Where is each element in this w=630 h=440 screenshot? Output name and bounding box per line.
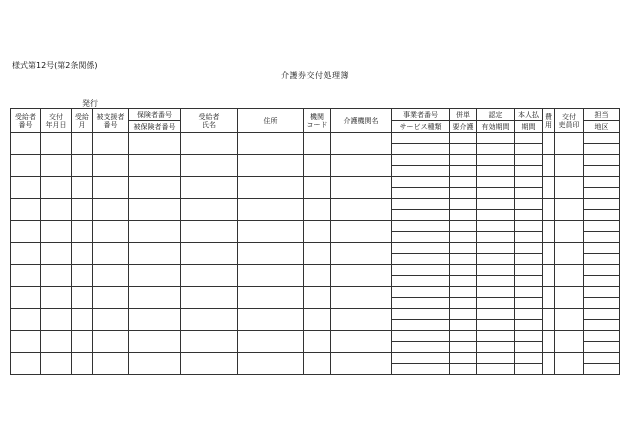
- ledger-subcell: [392, 133, 450, 144]
- ledger-cell: [129, 331, 181, 353]
- ledger-subcell: [392, 309, 450, 320]
- ledger-subcell: [477, 166, 515, 177]
- ledger-subcell: [450, 276, 477, 287]
- ledger-cell: [129, 155, 181, 177]
- ledger-subcell: [477, 144, 515, 155]
- ledger-cell: [331, 133, 392, 155]
- ledger-subcell: [477, 221, 515, 232]
- ledger-cell: [11, 309, 41, 331]
- ledger-cell: [129, 133, 181, 155]
- header-period: 期間: [515, 121, 543, 133]
- header-issue-seal: [555, 109, 584, 133]
- ledger-cell: [304, 155, 331, 177]
- ledger-cell: [555, 133, 584, 155]
- ledger-cell: [93, 133, 129, 155]
- ledger-cell: [304, 177, 331, 199]
- ledger-cell: [238, 287, 304, 309]
- ledger-subcell: [450, 254, 477, 265]
- header-service-type: サービス種類: [392, 121, 450, 133]
- ledger-subcell: [477, 199, 515, 210]
- ledger-cell: [181, 133, 238, 155]
- ledger-cell: [304, 133, 331, 155]
- ledger-cell: [331, 199, 392, 221]
- ledger-subcell: [450, 320, 477, 331]
- ledger-subcell: [584, 210, 620, 221]
- ledger-cell: [304, 221, 331, 243]
- ledger-subcell: [515, 133, 543, 144]
- ledger-subcell: [584, 177, 620, 188]
- ledger-subcell: [477, 353, 515, 364]
- ledger-subcell: [450, 331, 477, 342]
- ledger-cell: [41, 243, 72, 265]
- ledger-subcell: [584, 243, 620, 254]
- header-issue-seal-line2: 吏員印: [558, 120, 580, 129]
- ledger-subcell: [584, 144, 620, 155]
- ledger-subcell: [477, 342, 515, 353]
- ledger-cell: [11, 353, 41, 375]
- ledger-cell: [238, 221, 304, 243]
- ledger-cell: [238, 331, 304, 353]
- ledger-subcell: [450, 221, 477, 232]
- header-validity: 有効期間: [477, 121, 515, 133]
- ledger-cell: [555, 265, 584, 287]
- ledger-cell: [41, 331, 72, 353]
- ledger-cell: [93, 199, 129, 221]
- header-issue-date-line1: 交付: [49, 112, 63, 121]
- ledger-subcell: [584, 331, 620, 342]
- ledger-cell: [41, 287, 72, 309]
- ledger-subcell: [450, 287, 477, 298]
- header-self-pay: 本人払: [515, 109, 543, 121]
- header-care-level: 要介護: [450, 121, 477, 133]
- ledger-subcell: [392, 331, 450, 342]
- ledger-subcell: [515, 177, 543, 188]
- ledger-subcell: [584, 166, 620, 177]
- ledger-subcell: [477, 232, 515, 243]
- ledger-cell: [331, 331, 392, 353]
- ledger-subcell: [392, 210, 450, 221]
- ledger-subcell: [450, 144, 477, 155]
- ledger-subcell: [584, 309, 620, 320]
- ledger-cell: [41, 221, 72, 243]
- ledger-cell: [72, 309, 93, 331]
- header-agency-code-line1: 機関: [310, 112, 324, 121]
- ledger-subcell: [515, 243, 543, 254]
- ledger-subcell: [450, 133, 477, 144]
- ledger-cell: [555, 155, 584, 177]
- ledger-cell: [555, 221, 584, 243]
- ledger-row: [11, 221, 620, 232]
- ledger-cell: [238, 353, 304, 375]
- ledger-cell: [543, 265, 555, 287]
- ledger-cell: [181, 177, 238, 199]
- ledger-cell: [72, 287, 93, 309]
- ledger-cell: [543, 133, 555, 155]
- document-title: 介護券交付処理簿: [281, 71, 349, 80]
- header-charge: 担当: [584, 109, 620, 121]
- ledger-subcell: [392, 287, 450, 298]
- ledger-cell: [129, 353, 181, 375]
- ledger-cell: [41, 265, 72, 287]
- ledger-subcell: [450, 210, 477, 221]
- header-support-no: [93, 109, 129, 133]
- ledger-subcell: [515, 166, 543, 177]
- ledger-subcell: [515, 221, 543, 232]
- ledger-cell: [11, 199, 41, 221]
- ledger-subcell: [477, 276, 515, 287]
- ledger-cell: [72, 265, 93, 287]
- ledger-row: [11, 155, 620, 166]
- header-agency-name: 介護機関名: [331, 109, 392, 133]
- ledger-cell: [11, 265, 41, 287]
- ledger-subcell: [584, 155, 620, 166]
- ledger-cell: [41, 309, 72, 331]
- ledger-cell: [304, 265, 331, 287]
- ledger-cell: [72, 331, 93, 353]
- ledger-subcell: [515, 254, 543, 265]
- header-address: 住所: [238, 109, 304, 133]
- ledger-cell: [543, 155, 555, 177]
- ledger-row: [11, 199, 620, 210]
- ledger-subcell: [584, 298, 620, 309]
- ledger-cell: [41, 199, 72, 221]
- ledger-subcell: [584, 232, 620, 243]
- header-certification: 認定: [477, 109, 515, 121]
- ledger-cell: [11, 287, 41, 309]
- ledger-cell: [543, 331, 555, 353]
- ledger-subcell: [515, 364, 543, 375]
- ledger-subcell: [392, 188, 450, 199]
- ledger-subcell: [515, 199, 543, 210]
- ledger-subcell: [450, 232, 477, 243]
- ledger-cell: [331, 177, 392, 199]
- ledger-cell: [41, 133, 72, 155]
- ledger-subcell: [477, 265, 515, 276]
- ledger-cell: [181, 309, 238, 331]
- ledger-cell: [41, 155, 72, 177]
- ledger-subcell: [450, 177, 477, 188]
- ledger-subcell: [477, 298, 515, 309]
- ledger-subcell: [392, 320, 450, 331]
- ledger-subcell: [450, 155, 477, 166]
- ledger-table: [10, 108, 620, 375]
- header-issue-date: [41, 109, 72, 133]
- ledger-subcell: [515, 287, 543, 298]
- ledger-subcell: [392, 254, 450, 265]
- ledger-cell: [555, 177, 584, 199]
- ledger-cell: [72, 243, 93, 265]
- ledger-subcell: [515, 309, 543, 320]
- header-insurer-no: 保険者番号: [129, 109, 181, 121]
- ledger-subcell: [392, 276, 450, 287]
- ledger-cell: [181, 243, 238, 265]
- ledger-cell: [11, 155, 41, 177]
- header-insured-no: 被保険者番号: [129, 121, 181, 133]
- ledger-cell: [181, 287, 238, 309]
- ledger-subcell: [515, 232, 543, 243]
- ledger-cell: [93, 331, 129, 353]
- ledger-subcell: [477, 320, 515, 331]
- ledger-subcell: [584, 320, 620, 331]
- header-support-no-line1: 被支援者: [96, 112, 125, 121]
- ledger-subcell: [584, 265, 620, 276]
- ledger-cell: [41, 353, 72, 375]
- ledger-cell: [543, 199, 555, 221]
- ledger-cell: [543, 221, 555, 243]
- ledger-cell: [129, 309, 181, 331]
- ledger-subcell: [392, 166, 450, 177]
- ledger-cell: [331, 309, 392, 331]
- ledger-cell: [72, 221, 93, 243]
- ledger-cell: [72, 199, 93, 221]
- ledger-cell: [555, 309, 584, 331]
- header-cost: [543, 109, 555, 133]
- ledger-cell: [129, 265, 181, 287]
- ledger-subcell: [392, 364, 450, 375]
- ledger-cell: [304, 353, 331, 375]
- ledger-subcell: [584, 287, 620, 298]
- ledger-subcell: [477, 210, 515, 221]
- ledger-subcell: [584, 342, 620, 353]
- ledger-cell: [11, 221, 41, 243]
- ledger-row: [11, 287, 620, 298]
- ledger-cell: [238, 133, 304, 155]
- ledger-cell: [72, 177, 93, 199]
- ledger-subcell: [584, 199, 620, 210]
- ledger-cell: [543, 287, 555, 309]
- header-recipient-month-line1: 受給: [75, 112, 89, 121]
- ledger-subcell: [392, 177, 450, 188]
- ledger-subcell: [392, 342, 450, 353]
- ledger-row: [11, 331, 620, 342]
- ledger-cell: [304, 243, 331, 265]
- ledger-subcell: [477, 254, 515, 265]
- ledger-cell: [72, 133, 93, 155]
- header-support-no-line2: 番号: [103, 120, 118, 129]
- ledger-cell: [41, 177, 72, 199]
- ledger-subcell: [392, 199, 450, 210]
- ledger-subcell: [450, 364, 477, 375]
- ledger-cell: [238, 177, 304, 199]
- ledger-row: [11, 353, 620, 364]
- ledger-subcell: [477, 243, 515, 254]
- ledger-subcell: [515, 320, 543, 331]
- ledger-cell: [93, 243, 129, 265]
- ledger-cell: [543, 309, 555, 331]
- ledger-cell: [129, 199, 181, 221]
- ledger-row: [11, 133, 620, 144]
- ledger-cell: [304, 199, 331, 221]
- ledger-subcell: [515, 144, 543, 155]
- ledger-cell: [129, 221, 181, 243]
- header-single: 併単: [450, 109, 477, 121]
- ledger-subcell: [515, 342, 543, 353]
- ledger-cell: [238, 309, 304, 331]
- ledger-subcell: [392, 265, 450, 276]
- ledger-subcell: [450, 199, 477, 210]
- ledger-subcell: [450, 166, 477, 177]
- ledger-cell: [11, 133, 41, 155]
- ledger-cell: [93, 221, 129, 243]
- ledger-subcell: [584, 133, 620, 144]
- ledger-cell: [181, 353, 238, 375]
- ledger-subcell: [584, 254, 620, 265]
- header-recipient-no: [11, 109, 41, 133]
- ledger-subcell: [477, 364, 515, 375]
- ledger-cell: [93, 265, 129, 287]
- header-recipient-name-line2: 氏名: [202, 120, 216, 129]
- ledger-cell: [181, 265, 238, 287]
- ledger-subcell: [584, 221, 620, 232]
- ledger-cell: [129, 287, 181, 309]
- ledger-cell: [331, 265, 392, 287]
- ledger-cell: [129, 243, 181, 265]
- ledger-subcell: [392, 232, 450, 243]
- ledger-cell: [93, 177, 129, 199]
- header-recipient-month-line2: 月: [78, 120, 86, 129]
- ledger-row: [11, 243, 620, 254]
- ledger-subcell: [477, 287, 515, 298]
- ledger-subcell: [584, 353, 620, 364]
- ledger-cell: [93, 155, 129, 177]
- ledger-cell: [93, 309, 129, 331]
- header-recipient-no-line2: 番号: [18, 120, 33, 129]
- ledger-subcell: [392, 298, 450, 309]
- header-cost-label: 費用: [545, 112, 552, 129]
- ledger-subcell: [450, 298, 477, 309]
- header-recipient-name-line1: 受給者: [198, 112, 220, 121]
- ledger-cell: [555, 199, 584, 221]
- ledger-subcell: [477, 177, 515, 188]
- ledger-subcell: [584, 364, 620, 375]
- ledger-cell: [555, 353, 584, 375]
- ledger-subcell: [515, 188, 543, 199]
- ledger-subcell: [450, 188, 477, 199]
- ledger-subcell: [450, 309, 477, 320]
- header-business-no: 事業者番号: [392, 109, 450, 121]
- ledger-cell: [304, 309, 331, 331]
- ledger-subcell: [515, 331, 543, 342]
- header-agency-code-line2: コード: [306, 120, 328, 129]
- ledger-cell: [331, 243, 392, 265]
- ledger-subcell: [584, 188, 620, 199]
- ledger-cell: [93, 287, 129, 309]
- ledger-cell: [181, 331, 238, 353]
- ledger-subcell: [477, 133, 515, 144]
- ledger-cell: [11, 177, 41, 199]
- header-issue-date-line2: 年月日: [45, 120, 67, 129]
- ledger-cell: [238, 243, 304, 265]
- ledger-subcell: [515, 353, 543, 364]
- header-issue-seal-line1: 交付: [562, 112, 576, 121]
- ledger-subcell: [477, 309, 515, 320]
- ledger-subcell: [450, 353, 477, 364]
- ledger-cell: [238, 199, 304, 221]
- ledger-subcell: [477, 155, 515, 166]
- ledger-cell: [331, 221, 392, 243]
- ledger-subcell: [392, 144, 450, 155]
- ledger-cell: [11, 331, 41, 353]
- ledger-cell: [543, 243, 555, 265]
- ledger-cell: [72, 155, 93, 177]
- ledger-cell: [181, 221, 238, 243]
- ledger-cell: [555, 243, 584, 265]
- ledger-row: [11, 177, 620, 188]
- ledger-cell: [331, 353, 392, 375]
- ledger-cell: [304, 287, 331, 309]
- ledger-row: [11, 265, 620, 276]
- ledger-cell: [331, 287, 392, 309]
- ledger-subcell: [392, 243, 450, 254]
- ledger-cell: [555, 287, 584, 309]
- ledger-subcell: [392, 155, 450, 166]
- issue-label: 発行: [82, 99, 98, 108]
- ledger-cell: [238, 265, 304, 287]
- header-recipient-name: [181, 109, 238, 133]
- ledger-cell: [11, 243, 41, 265]
- ledger-cell: [543, 353, 555, 375]
- ledger-cell: [129, 177, 181, 199]
- ledger-subcell: [392, 221, 450, 232]
- header-recipient-month: [72, 109, 93, 133]
- ledger-body: [11, 133, 620, 375]
- ledger-cell: [181, 155, 238, 177]
- header-district: 地区: [584, 121, 620, 133]
- ledger-cell: [72, 353, 93, 375]
- ledger-cell: [331, 155, 392, 177]
- ledger-subcell: [515, 210, 543, 221]
- ledger-cell: [304, 331, 331, 353]
- ledger-row: [11, 309, 620, 320]
- ledger-subcell: [515, 298, 543, 309]
- header-agency-code: [304, 109, 331, 133]
- ledger-subcell: [477, 188, 515, 199]
- ledger-subcell: [450, 342, 477, 353]
- form-number: 様式第12号(第2条関係): [12, 61, 98, 70]
- ledger-subcell: [450, 265, 477, 276]
- ledger-cell: [93, 353, 129, 375]
- ledger-cell: [543, 177, 555, 199]
- ledger-subcell: [515, 265, 543, 276]
- ledger-cell: [238, 155, 304, 177]
- header-recipient-no-line1: 受給者: [15, 112, 36, 121]
- ledger-subcell: [584, 276, 620, 287]
- ledger-cell: [555, 331, 584, 353]
- ledger-subcell: [515, 276, 543, 287]
- ledger-cell: [181, 199, 238, 221]
- ledger-subcell: [515, 155, 543, 166]
- ledger-subcell: [450, 243, 477, 254]
- ledger-subcell: [392, 353, 450, 364]
- ledger-subcell: [477, 331, 515, 342]
